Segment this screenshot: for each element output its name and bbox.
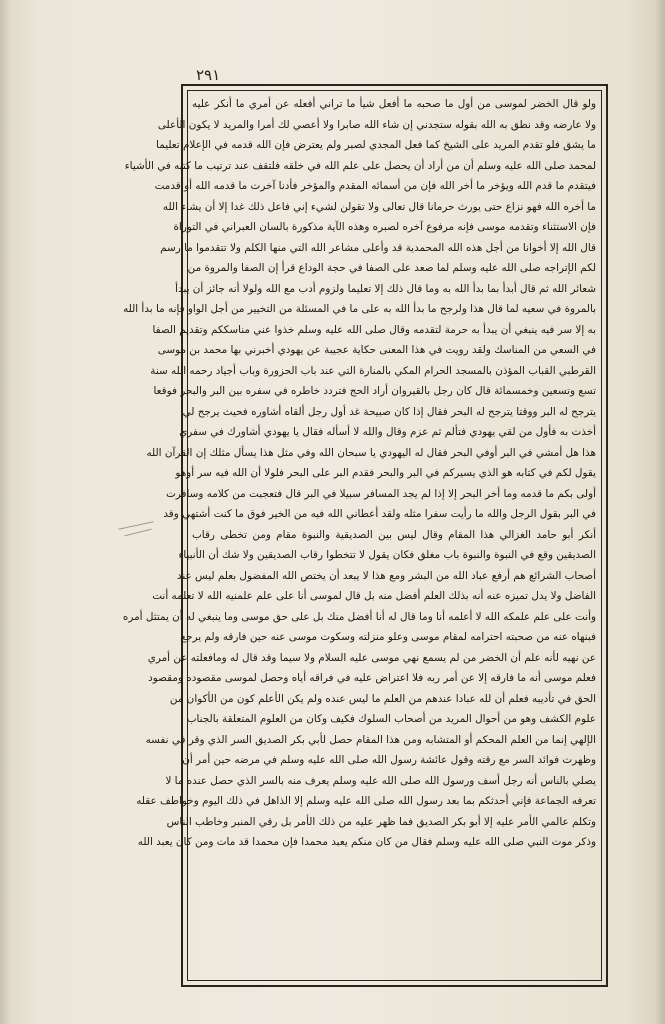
text-line: شعائر الله ثم قال أبدأ بما بدأ الله به وما قال ذلك إلا تعليما ولزوم أدب مع الله ولولا أنه جائز أن يبدأ — [175, 282, 596, 295]
text-line: هذا هل أمشي في البر أوفي البحر فقال له اليهودي يا سبحان الله وفي مثل هذا يسأل مثلك إن القرآن الله — [146, 446, 596, 459]
main-text-block — [122, 94, 596, 974]
text-line: ولو قال الخضر لموسى من أول ما صحبه ما أفعل شيأ ما تراني أفعله عن أمري ما أنكر عليه — [192, 98, 596, 110]
text-line: في البر بقول الرجل والله ما رأيت سفرا مثله ولقد أعطاني الله فيه من الخير فوق ما كنت أشتهي وقد — [163, 508, 596, 520]
text-line: قال الله إلا أخوانا من أجل هذه الله المحمدية قد وأعلى مشاعر الله التي منها الكلم ولا تتقدموا ما رسم — [160, 241, 596, 254]
page-number: ٢٩١ — [196, 66, 221, 84]
text-line: لمحمد صلى الله عليه وسلم أن من أراد أن يحصل على علم الله في خلقه فلتقف عند ترتيب ما كتبه في الأشياء — [124, 159, 596, 172]
text-line: الفاضل ولا يدل تميزه عنه أنه بذلك العلم أفضل منه بل قال لموسى أنا على علم علمنيه الله لا تعلمه أنت — [152, 590, 596, 602]
text-line: علوم الكشف وهو من أحوال المريد من أصحاب السلوك فكيف وكان من العلوم المتعلقة بالجناب — [186, 713, 596, 725]
text-line: فبنهاه عنه من صحبته احترامه لمقام موسى وعلو منزلته وسكوت موسى عنه حين فارقه ولم يرجع — [180, 631, 596, 643]
right-edge-shadow — [655, 0, 665, 1024]
text-line: يترجح له البر ووقتا يترجح له البحر فقال إذا كان صبيحة غد أول رجل ألقاه أشاوره فحيث يرجح لي — [182, 405, 596, 418]
text-line: تسع وتسعين وخمسمائة قال كان رجل بالقيروان أراد الحج فتردد خاطره في سفره بين البر والبحر فوقعا — [153, 385, 596, 397]
text-line: ما يشق فلو تقدم المريد على الشيخ كما فعل المجدي لصبر ولم يعترض فإن الله قدمه في الإعلام تعليما — [156, 139, 596, 151]
text-line: فيتقدم ما قدم الله ويؤخر ما أخر الله فإن من أسمائه المقدم والمؤخر فأدنا آخرت ما قدمه الله أو قدمت — [154, 180, 596, 192]
text-line: فعلم موسى أنه ما فارقه إلا عن أمر ربه فلا اعتراض عليه في فراقه أياه وحصل لموسى مقصوده ومقصود — [148, 672, 596, 684]
text-line: الحق في تأديبه فعلم أن لله عبادا عندهم من العلم ما ليس عنده ولم يكن الأعلم كون من الأكوان من — [169, 692, 596, 705]
text-line: يصلي بالناس أنه رجل أسف ورسول الله صلى الله عليه وسلم يعرف منه بالسر الذي حصل عنده ما لا — [165, 774, 596, 787]
text-line: أصحاب الشرائع هم أرفع عباد الله من البشر ومع هذا لا يبعد أن يختص الله المفضول بعلم ليس عند — [176, 569, 596, 582]
text-line: الصديقين وقع في النبوة والنبوة باب مغلق فكان يقول لا تتخطوا رقاب الصديقين ولا شك أن الأنبياء — [178, 549, 596, 561]
text-line: عن نهيه لأنه علم أن الخضر من لم يسمع نهي موسى عليه السلام ولا سيما وقد قال له ومافعلته عن أمري — [147, 651, 596, 664]
text-line: به إلا سر فيه ينبغي أن يبدأ به حرمة لتقدمه وقال صلى الله عليه وسلم خذوا عني مناسككم وتقديم الصفا — [152, 323, 596, 336]
text-line: أنكر أبو حامد الغزالي هذا المقام وقال ليس بين الصديقية والنبوة مقام ومن تخطى رقاب — [192, 528, 596, 541]
text-line: يقول لكم في كتابه هو الذي يسيركم في البر والبحر فقدم البر على البحر فلولا أن الله فيه سر أوهو — [175, 467, 596, 479]
text-line: ولا عارضه وقد نطق به الله بقوله ستجدني إن شاء الله صابرا ولا أعصي لك أمرا والمريد لا يكون الأعلى — [157, 118, 596, 131]
text-line: أولى بكم ما قدمه وما أخر البحر إلا إذا لم يجد المسافر سبيلا في البر قال فتعجبت من كلامه وسافرت — [166, 487, 596, 500]
text-line: لكم الإتراجه صلى الله عليه وسلم لما صعد على الصفا في حجة الوداع قرأ إن الصفا والمروة من — [187, 262, 596, 274]
text-line: تعرفه الجماعة فإني أحدثكم بما بعد رسول الله صلى الله عليه وسلم إلا الذاهل في ذلك اليوم وخواطف عقله — [136, 795, 596, 807]
left-edge-shadow — [0, 0, 10, 1024]
text-line: القرطبي القباب المؤذن بالمسجد الحرام المكي بالمنارة التي عند باب الحزورة وباب أجياد رحمه الله سنة — [150, 364, 596, 377]
text-line: وذكر موت النبي صلى الله عليه وسلم فقال من كان منكم يعبد محمدا فإن محمدا قد مات ومن كان يعبد الله — [137, 836, 596, 848]
text-line: بالمروة في سعيه لما قال هذا ولرجح ما بدأ الله به على ما في المسئلة من التخيير من أجل الواو فإنه ما بدأ الله — [123, 303, 596, 315]
text-line: وأنت على علم علمكه الله لا أعلمه أنا وما قال له أنا أفضل منك بل على حق موسى وما ينبغي له أن يمتثل أمره — [122, 610, 596, 623]
text-line: في السعي من المناسك ولقد رويت في هذا المعنى حكاية عجيبة عن يهودي أخبرني بها محمد بن موسى — [157, 344, 596, 356]
text-line: وظهرت فوائد السر مع رقته وقول عائشة رسول الله صلى الله عليه وسلم في مرضه حين أمر أن — [182, 754, 596, 766]
text-line: الإلهي إنما من العلم المحكم أو المتشابه ومن هذا المقام حصل لأبي بكر الصديق السر الذي وقر في نفسه — [145, 733, 596, 746]
text-line: ما أخره الله فهو نزاع حتى يورث حرمانا قال تعالى ولا تقولن لشيء إني فاعل ذلك غدا إلا أن يشاء الله — [162, 200, 596, 213]
text-line: وتكلم عالمي الأمر عليه إلا أبو بكر الصديق فما ظهر عليه من ذلك الأمر بل رقي المنبر وخاطب الناس — [166, 815, 596, 828]
text-line: أخذت به فأول من لقي يهودي فتألم ثم عزم وقال والله لا أسأله فقال يا يهودي أشاورك في سفري — [179, 426, 596, 438]
text-line: فإن الاستثناء وتقدمه موسى فإنه مرفوع آخره لصبره وهذه الآية مذكورة بالسان العبراني في التوراة — [173, 221, 596, 233]
